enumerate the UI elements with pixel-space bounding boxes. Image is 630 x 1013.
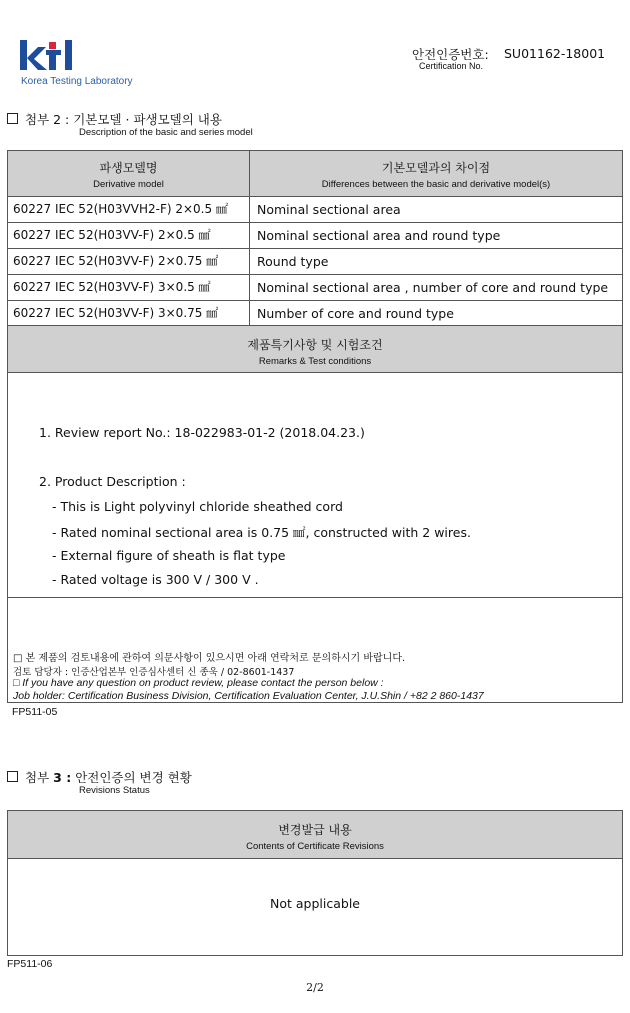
col2-ko: 기본모델과의 차이점 — [381, 161, 491, 175]
difference-cell: Number of core and round type — [257, 306, 454, 321]
table-row — [8, 197, 622, 223]
attachment3-title-text: 안전인증의 변경 현황 — [75, 770, 192, 785]
model-cell: 60227 IEC 52(H03VV-F) 2×0.75 ㎟ — [8, 249, 250, 274]
revisions-body: Not applicable — [270, 896, 360, 911]
remarks-divider — [8, 597, 622, 598]
cert-number: SU01162-18001 — [504, 46, 606, 61]
revisions-header — [8, 811, 622, 859]
table-row — [8, 223, 622, 249]
form-code-fp511-06: FP511-06 — [7, 958, 53, 970]
checkbox-icon — [7, 771, 18, 782]
attachment3-title — [7, 768, 192, 786]
remarks-head-en: Remarks & Test conditions — [258, 356, 372, 367]
description-item: - This is Light polyvinyl chloride sheathed cord — [52, 499, 343, 514]
attachment3-number: 3 : — [53, 770, 72, 785]
table-row — [8, 301, 622, 326]
contact-person-en: Job holder: Certification Business Division, Certification Evaluation Center, J.U.Shin / +82 2 860-1437 — [13, 690, 484, 702]
remarks-header — [8, 326, 622, 373]
cert-label-en: Certification No. — [419, 61, 484, 71]
model-cell: 60227 IEC 52(H03VV-F) 2×0.5 ㎟ — [8, 223, 250, 248]
table-row — [8, 249, 622, 275]
product-description-heading: 2. Product Description : — [39, 474, 186, 489]
table-header — [8, 151, 622, 197]
derivative-model-table — [7, 150, 623, 327]
contact-note-ko: □ 본 제품의 검토내용에 관하여 의문사항이 있으시면 아래 연락처로 문의하시기 바랍니다. — [13, 653, 406, 664]
difference-cell: Nominal sectional area and round type — [257, 228, 501, 243]
difference-cell: Nominal sectional area — [257, 202, 401, 217]
checkbox-icon — [7, 113, 18, 124]
attachment3-subtitle: Revisions Status — [79, 785, 150, 796]
revisions-head-en: Contents of Certificate Revisions — [246, 841, 384, 852]
table-row — [8, 275, 622, 301]
model-cell: 60227 IEC 52(H03VV-F) 3×0.5 ㎟ — [8, 275, 250, 300]
revisions-box — [7, 810, 623, 956]
remarks-box — [7, 325, 623, 703]
contact-person-ko: 검토 담당자 : 인증산업본부 인증심사센터 신 종욱 / 02-8601-1437 — [13, 667, 295, 678]
attachment3-prefix: 첨부 — [25, 770, 50, 785]
review-report: 1. Review report No.: 18-022983-01-2 (2018.04.23.) — [39, 425, 365, 440]
col-differences — [250, 151, 622, 196]
form-code-fp511-05: FP511-05 — [12, 706, 58, 718]
col-derivative-model — [8, 151, 250, 196]
page-number: 2/2 — [306, 981, 324, 994]
logo-subtitle: Korea Testing Laboratory — [21, 76, 133, 87]
difference-cell: Nominal sectional area , number of core and round type — [257, 280, 609, 295]
attachment2-subtitle: Description of the basic and series model — [79, 127, 253, 138]
difference-cell: Round type — [257, 254, 329, 269]
attachment2-title-text: 첨부 2 : 기본모델 · 파생모델의 내용 — [25, 112, 222, 127]
description-item: - Rated voltage is 300 V / 300 V . — [52, 572, 259, 587]
remarks-head-ko: 제품특기사항 및 시험조건 — [247, 338, 383, 352]
col2-en: Differences between the basic and derivative model(s) — [321, 179, 551, 190]
description-item: - Rated nominal sectional area is 0.75 ㎟, constructed with 2 wires. — [52, 525, 471, 540]
description-item: - External figure of sheath is flat type — [52, 548, 286, 563]
revisions-head-ko: 변경발급 내용 — [278, 823, 352, 837]
cert-label-ko: 안전인증번호: — [412, 47, 489, 62]
col1-ko: 파생모델명 — [99, 161, 158, 175]
contact-note-en: □ If you have any question on product review, please contact the person below : — [13, 677, 384, 689]
attachment2-title — [7, 110, 222, 128]
model-cell: 60227 IEC 52(H03VV-F) 3×0.75 ㎟ — [8, 301, 250, 326]
model-cell: 60227 IEC 52(H03VVH2-F) 2×0.5 ㎟ — [8, 197, 250, 222]
col1-en: Derivative model — [93, 179, 164, 190]
